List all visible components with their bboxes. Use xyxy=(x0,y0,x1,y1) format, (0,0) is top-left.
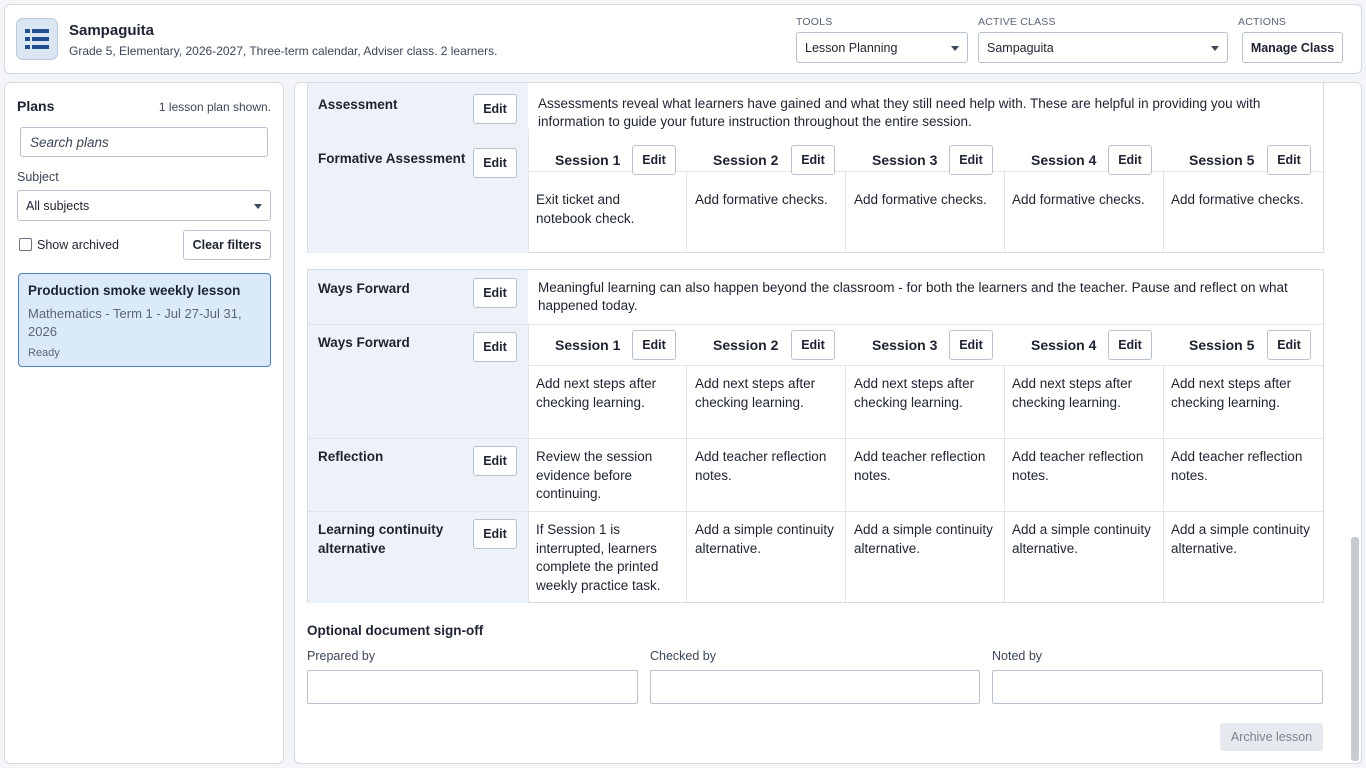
formative-cell: Add formative checks. xyxy=(1171,192,1304,207)
session-header: Session 5 xyxy=(1189,152,1255,168)
reflection-cell: Add teacher reflection notes. xyxy=(1012,449,1144,483)
edit-button[interactable]: Edit xyxy=(791,145,835,175)
ways-forward-cell: Add next steps after checking learning. xyxy=(1171,376,1292,410)
plans-title: Plans xyxy=(17,98,55,114)
session-header: Session 3 xyxy=(872,337,938,353)
session-header: Session 1 xyxy=(555,152,621,168)
continuity-label: Learning continuity alternative xyxy=(318,522,444,556)
edit-button[interactable]: Edit xyxy=(632,330,676,360)
noted-by-input[interactable] xyxy=(992,670,1323,704)
subject-select[interactable] xyxy=(17,190,271,221)
formative-cell: Add formative checks. xyxy=(1012,192,1145,207)
continuity-cell: If Session 1 is interrupted, learners complete the printed weekly practice task. xyxy=(536,522,661,593)
reflection-cell: Add teacher reflection notes. xyxy=(1171,449,1303,483)
subject-select-value: All subjects xyxy=(26,198,90,213)
plans-count: 1 lesson plan shown. xyxy=(158,100,271,114)
assessment-label: Assessment xyxy=(318,97,398,112)
session-header: Session 2 xyxy=(713,152,779,168)
edit-button[interactable]: Edit xyxy=(791,330,835,360)
session-header: Session 2 xyxy=(713,337,779,353)
edit-button[interactable]: Edit xyxy=(473,148,517,178)
reflection-cell: Add teacher reflection notes. xyxy=(695,449,827,483)
class-title: Sampaguita xyxy=(69,22,155,39)
checked-by-input[interactable] xyxy=(650,670,980,704)
scrollbar-thumb[interactable] xyxy=(1351,537,1359,761)
edit-button[interactable]: Edit xyxy=(949,145,993,175)
edit-button[interactable]: Edit xyxy=(949,330,993,360)
assessment-description: Assessments reveal what learners have gained and what they still need help with. These are helpful in providing you with information to guide your future instruction throughout the entire session. xyxy=(538,96,1261,129)
edit-button[interactable]: Edit xyxy=(1108,145,1152,175)
edit-button[interactable]: Edit xyxy=(1267,145,1311,175)
continuity-cell: Add a simple continuity alternative. xyxy=(695,522,834,556)
active-class-value: Sampaguita xyxy=(987,40,1054,55)
edit-button[interactable]: Edit xyxy=(473,94,517,124)
formative-assessment-label: Formative Assessment xyxy=(318,151,466,166)
ways-forward-cell: Add next steps after checking learning. xyxy=(854,376,975,410)
ways-forward-section xyxy=(307,269,1324,603)
formative-cell: Add formative checks. xyxy=(695,192,828,207)
subject-label: Subject xyxy=(17,170,59,184)
ways-forward-cell: Add next steps after checking learning. xyxy=(536,376,657,410)
show-archived-checkbox[interactable] xyxy=(19,238,32,251)
plans-sidebar xyxy=(4,82,284,764)
chevron-down-icon xyxy=(951,46,959,51)
continuity-cell: Add a simple continuity alternative. xyxy=(1012,522,1151,556)
plan-list-item[interactable] xyxy=(18,273,271,367)
lesson-plan-main xyxy=(294,82,1362,764)
chevron-down-icon xyxy=(1211,46,1219,51)
noted-by-label: Noted by xyxy=(992,649,1043,663)
session-header: Session 5 xyxy=(1189,337,1255,353)
active-class-label: ACTIVE CLASS xyxy=(978,16,1056,28)
assessment-section xyxy=(307,82,1324,253)
ways-forward-section-label: Ways Forward xyxy=(318,281,410,296)
continuity-cell: Add a simple continuity alternative. xyxy=(854,522,993,556)
tools-select-value: Lesson Planning xyxy=(805,40,898,55)
plan-title: Production smoke weekly lesson xyxy=(28,283,241,298)
show-archived-label[interactable]: Show archived xyxy=(37,238,119,252)
actions-label: ACTIONS xyxy=(1238,16,1287,28)
edit-button[interactable]: Edit xyxy=(473,332,517,362)
top-header xyxy=(4,4,1362,74)
manage-class-button[interactable]: Manage Class xyxy=(1242,32,1343,63)
main-scrollbar[interactable] xyxy=(1350,95,1360,761)
chevron-down-icon xyxy=(254,204,262,209)
tools-select[interactable] xyxy=(796,32,968,63)
ways-forward-description: Meaningful learning can also happen beyond the classroom - for both the learners and the teacher. Pause and reflect on what happened today. xyxy=(538,280,1288,313)
prepared-by-input[interactable] xyxy=(307,670,638,704)
edit-button[interactable]: Edit xyxy=(473,446,517,476)
session-header: Session 3 xyxy=(872,152,938,168)
reflection-cell: Review the session evidence before continuing. xyxy=(536,449,653,501)
reflection-cell: Add teacher reflection notes. xyxy=(854,449,986,483)
formative-cell: Exit ticket and notebook check. xyxy=(536,192,635,226)
class-subtitle: Grade 5, Elementary, 2026-2027, Three-term calendar, Adviser class. 2 learners. xyxy=(69,44,498,58)
formative-cell: Add formative checks. xyxy=(854,192,987,207)
ways-forward-cell: Add next steps after checking learning. xyxy=(1012,376,1133,410)
edit-button[interactable]: Edit xyxy=(1108,330,1152,360)
edit-button[interactable]: Edit xyxy=(632,145,676,175)
edit-button[interactable]: Edit xyxy=(473,278,517,308)
tools-label: TOOLS xyxy=(796,16,833,28)
signoff-title: Optional document sign-off xyxy=(307,623,484,638)
search-input[interactable]: Search plans xyxy=(20,127,268,157)
prepared-by-label: Prepared by xyxy=(307,649,376,663)
list-icon[interactable] xyxy=(16,18,58,60)
ways-forward-row-label: Ways Forward xyxy=(318,335,410,350)
ways-forward-cell: Add next steps after checking learning. xyxy=(695,376,816,410)
session-header: Session 4 xyxy=(1031,337,1097,353)
archive-lesson-button[interactable]: Archive lesson xyxy=(1220,723,1323,751)
continuity-cell: Add a simple continuity alternative. xyxy=(1171,522,1310,556)
session-header: Session 1 xyxy=(555,337,621,353)
session-header: Session 4 xyxy=(1031,152,1097,168)
active-class-select[interactable] xyxy=(978,32,1228,63)
checked-by-label: Checked by xyxy=(650,649,717,663)
edit-button[interactable]: Edit xyxy=(1267,330,1311,360)
plan-status: Ready xyxy=(28,347,60,359)
clear-filters-button[interactable]: Clear filters xyxy=(183,230,271,260)
plan-detail: Mathematics - Term 1 - Jul 27-Jul 31, 2026 xyxy=(28,306,242,339)
reflection-label: Reflection xyxy=(318,449,384,464)
edit-button[interactable]: Edit xyxy=(473,519,517,549)
